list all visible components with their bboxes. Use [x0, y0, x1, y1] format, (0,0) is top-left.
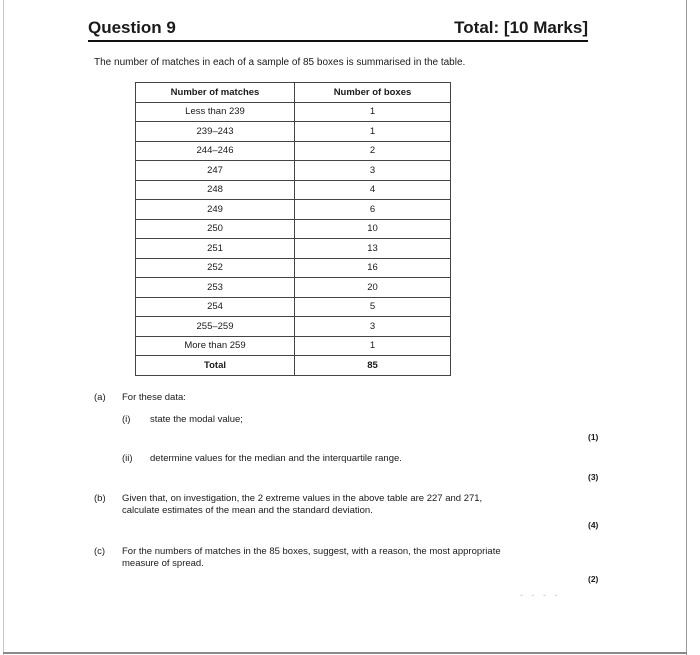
table-row: [136, 258, 451, 278]
table-total-row: [136, 356, 451, 376]
table-row: [136, 200, 451, 220]
part-b-label: (b): [94, 493, 106, 504]
cell-number-of-boxes: 3: [295, 317, 451, 337]
question-intro: The number of matches in each of a sample of 85 boxes is summarised in the table.: [94, 57, 466, 68]
cell-number-of-boxes: 1: [295, 336, 451, 356]
faint-answer-line: - - - -: [520, 590, 561, 600]
table-row: [136, 278, 451, 298]
table-header-row: [136, 83, 451, 103]
matches-frequency-table: [135, 82, 451, 376]
cell-number-of-matches: 252: [136, 258, 295, 278]
part-c-label: (c): [94, 546, 106, 557]
page-left-border: [3, 0, 4, 655]
cell-number-of-boxes: 3: [295, 161, 451, 181]
cell-number-of-matches: 244–246: [136, 141, 295, 161]
part-a-i-text: state the modal value;: [150, 414, 243, 425]
part-c-marks: (2): [588, 574, 599, 584]
cell-number-of-boxes: 10: [295, 219, 451, 239]
cell-number-of-matches: 247: [136, 161, 295, 181]
cell-number-of-matches: Less than 239: [136, 102, 295, 122]
table-row: [136, 219, 451, 239]
cell-number-of-boxes: 4: [295, 180, 451, 200]
cell-number-of-matches: 249: [136, 200, 295, 220]
part-b-text-line1: Given that, on investigation, the 2 extreme values in the above table are 227 and 271,: [122, 493, 483, 504]
table-row: [136, 141, 451, 161]
part-b-text-line2: calculate estimates of the mean and the standard deviation.: [122, 505, 373, 516]
cell-number-of-matches: 248: [136, 180, 295, 200]
cell-number-of-matches: 253: [136, 278, 295, 298]
part-c-text-line2: measure of spread.: [122, 558, 204, 569]
question-header: [88, 16, 588, 42]
part-a-ii-text: determine values for the median and the interquartile range.: [150, 453, 402, 464]
table-row: [136, 317, 451, 337]
total-label: Total: [136, 356, 295, 376]
cell-number-of-boxes: 5: [295, 297, 451, 317]
cell-number-of-matches: 250: [136, 219, 295, 239]
part-a-ii-marks: (3): [588, 472, 599, 482]
cell-number-of-matches: 255–259: [136, 317, 295, 337]
table-row: [136, 122, 451, 142]
cell-number-of-matches: 254: [136, 297, 295, 317]
part-a-i-label: (i): [122, 414, 131, 425]
table-row: [136, 102, 451, 122]
table-row: [136, 180, 451, 200]
cell-number-of-boxes: 13: [295, 239, 451, 259]
part-a-i-marks: (1): [588, 432, 599, 442]
part-b-marks: (4): [588, 520, 599, 530]
part-c-text-line1: For the numbers of matches in the 85 boxes, suggest, with a reason, the most appropriate: [122, 546, 501, 557]
table-row: [136, 297, 451, 317]
table-row: [136, 336, 451, 356]
page-bottom-border: [3, 652, 687, 654]
table-row: [136, 161, 451, 181]
part-a-label: (a): [94, 392, 106, 403]
part-a-ii-label: (ii): [122, 453, 133, 464]
cell-number-of-boxes: 1: [295, 102, 451, 122]
cell-number-of-boxes: 2: [295, 141, 451, 161]
total-value: 85: [295, 356, 451, 376]
cell-number-of-matches: 239–243: [136, 122, 295, 142]
cell-number-of-boxes: 1: [295, 122, 451, 142]
table-row: [136, 239, 451, 259]
cell-number-of-boxes: 20: [295, 278, 451, 298]
cell-number-of-matches: 251: [136, 239, 295, 259]
question-total-marks: Total: [10 Marks]: [454, 18, 588, 37]
cell-number-of-boxes: 6: [295, 200, 451, 220]
column-header-boxes: Number of boxes: [295, 83, 451, 103]
question-title: Question 9: [88, 18, 176, 37]
column-header-matches: Number of matches: [136, 83, 295, 103]
part-a-text: For these data:: [122, 392, 186, 403]
page-right-border: [686, 0, 687, 655]
cell-number-of-boxes: 16: [295, 258, 451, 278]
cell-number-of-matches: More than 259: [136, 336, 295, 356]
